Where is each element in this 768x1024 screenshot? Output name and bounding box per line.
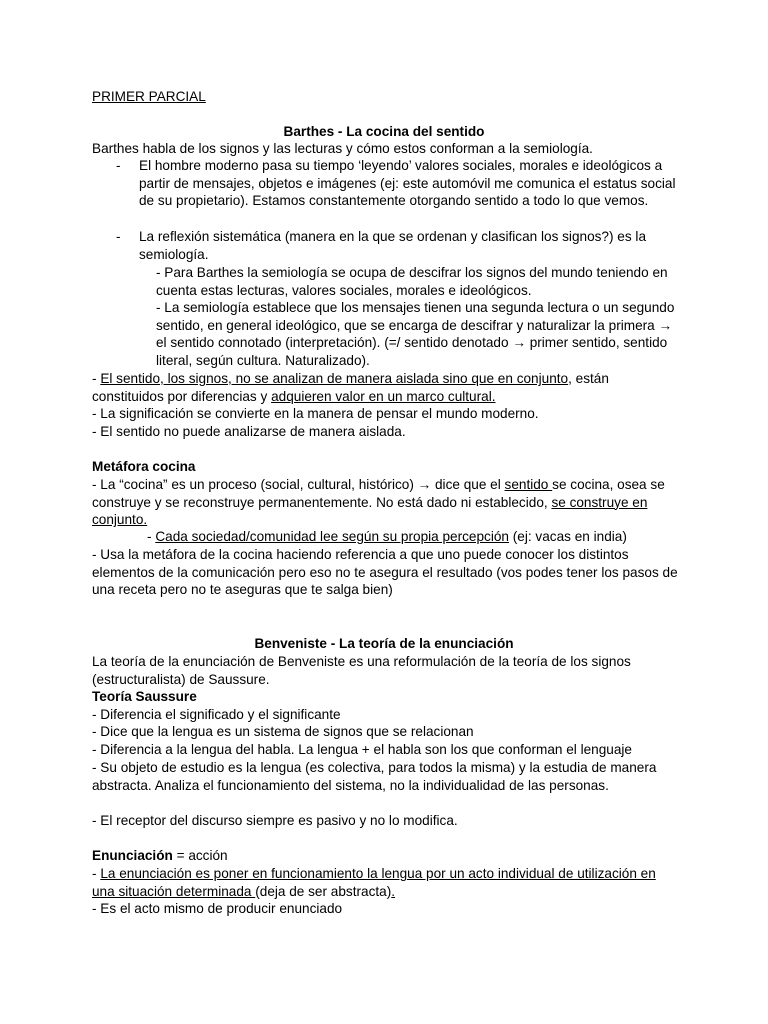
enunciacion-item-1: - La enunciación es poner en funcionamiento la lengua por un acto individual de utilización en una situación determinada (deja de ser abstracta).	[92, 866, 656, 899]
saussure-item-2: - Dice que la lengua es un sistema de signos que se relacionan	[92, 724, 474, 739]
metafora-paragraph-2: - Cada sociedad/comunidad lee según su propia percepción (ej: vacas en india)	[147, 529, 627, 544]
benveniste-intro: La teoría de la enunciación de Benveniste es una reformulación de la teoría de los signos (estructuralista) de Saussure.	[92, 654, 631, 687]
bullet-dash: -	[116, 158, 121, 173]
metafora-paragraph-1: - La “cocina” es un proceso (social, cultural, histórico) → dice que el sentido se cocina, osea se construye y se reconstruye permanentemente. No está dado ni establecido, se construye en conjunto.	[92, 477, 665, 527]
barthes-bullet-2: La reflexión sistemática (manera en la que se ordenan y clasifican los signos?) es la semiología.	[139, 229, 647, 262]
bullet-dash: -	[116, 229, 121, 244]
enunciacion-heading: Enunciación = acción	[92, 848, 228, 863]
barthes-line-2: - La significación se convierte en la manera de pensar el mundo moderno.	[92, 406, 539, 421]
barthes-sub-2: - La semiología establece que los mensajes tienen una segunda lectura o un segundo sentido, en general ideológico, que se encarga de descifrar y naturalizar la primera → el sentido connotado (interpretación). (=/ sentido denotado → primer sentido, sentido literal, según cultura. Naturalizado).	[156, 300, 675, 368]
saussure-item-4: - Su objeto de estudio es la lengua (es colectiva, para todos la misma) y la estudia de manera abstracta. Analiza el funcionamiento del sistema, no la individualidad de las personas.	[92, 760, 657, 793]
barthes-sub-1: - Para Barthes la semiología se ocupa de descifrar los signos del mundo teniendo en cuenta estas lecturas, valores sociales, morales e ideológicos.	[156, 265, 668, 298]
document-title: PRIMER PARCIAL	[92, 89, 206, 104]
saussure-item-1: - Diferencia el significado y el significante	[92, 707, 341, 722]
benveniste-heading: Benveniste - La teoría de la enunciación	[254, 636, 514, 651]
barthes-line-1: - El sentido, los signos, no se analizan de manera aislada sino que en conjunto, están constituidos por diferencias y adquieren valor en un marco cultural.	[92, 371, 609, 404]
barthes-intro: Barthes habla de los signos y las lecturas y cómo estos conforman a la semiología.	[92, 141, 593, 156]
metafora-paragraph-3: - Usa la metáfora de la cocina haciendo referencia a que uno puede conocer los distintos elementos de la comunicación pero eso no te asegura el resultado (vos podes tener los pasos de una receta pero no te aseguras que te salga bien)	[92, 547, 678, 597]
barthes-heading: Barthes - La cocina del sentido	[283, 124, 485, 139]
saussure-item-3: - Diferencia a la lengua del habla. La lengua + el habla son los que conforman el lenguaje	[92, 742, 632, 757]
barthes-line-3: - El sentido no puede analizarse de manera aislada.	[92, 424, 406, 439]
metafora-heading: Metáfora cocina	[92, 459, 196, 474]
saussure-heading: Teoría Saussure	[92, 689, 197, 704]
saussure-item-5: - El receptor del discurso siempre es pasivo y no lo modifica.	[92, 813, 458, 828]
enunciacion-item-2: - Es el acto mismo de producir enunciado	[92, 901, 343, 916]
barthes-bullet-1: El hombre moderno pasa su tiempo ‘leyendo’ valores sociales, morales e ideológicos a partir de mensajes, objetos e imágenes (ej: este automóvil me comunica el estatus social de su propietario). Estamos constantemente otorgando sentido a todo lo que vemos.	[139, 158, 676, 208]
